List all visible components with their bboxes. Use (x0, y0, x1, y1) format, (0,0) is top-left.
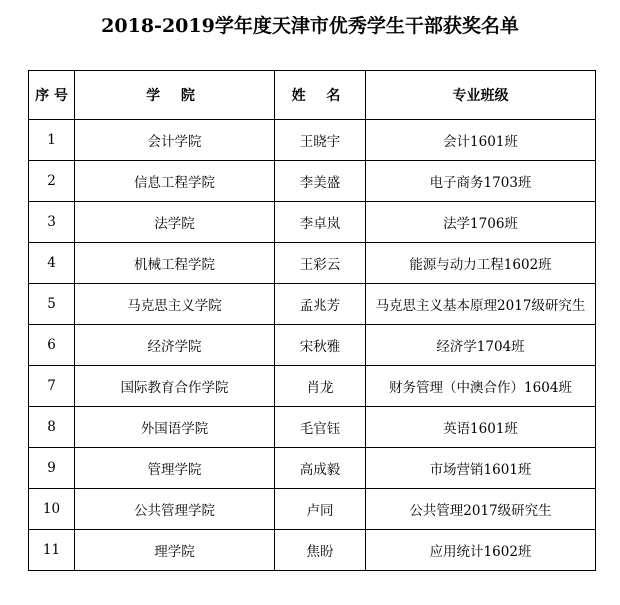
cell-name: 王彩云 (275, 243, 366, 284)
cell-school: 外国语学院 (75, 407, 275, 448)
table-row (29, 202, 596, 243)
cell-name: 卢同 (275, 489, 366, 530)
cell-index: 6 (29, 325, 75, 366)
cell-index: 2 (29, 161, 75, 202)
cell-major: 公共管理2017级研究生 (366, 489, 596, 530)
cell-major: 英语1601班 (366, 407, 596, 448)
cell-index: 4 (29, 243, 75, 284)
cell-index: 3 (29, 202, 75, 243)
table-row (29, 489, 596, 530)
cell-index: 10 (29, 489, 75, 530)
table-row (29, 407, 596, 448)
cell-major: 法学1706班 (366, 202, 596, 243)
cell-school: 会计学院 (75, 120, 275, 161)
header-major: 专业班级 (366, 71, 596, 120)
table-row (29, 448, 596, 489)
table-row (29, 243, 596, 284)
page-title: 2018-2019学年度天津市优秀学生干部获奖名单 (101, 15, 519, 37)
cell-school: 管理学院 (75, 448, 275, 489)
cell-index: 11 (29, 530, 75, 571)
table-row (29, 325, 596, 366)
cell-major: 应用统计1602班 (366, 530, 596, 571)
cell-major: 会计1601班 (366, 120, 596, 161)
cell-major: 财务管理（中澳合作）1604班 (366, 366, 596, 407)
cell-index: 1 (29, 120, 75, 161)
cell-name: 高成毅 (275, 448, 366, 489)
award-roster-table (28, 70, 596, 571)
cell-name: 毛官钰 (275, 407, 366, 448)
cell-name: 焦盼 (275, 530, 366, 571)
cell-school: 机械工程学院 (75, 243, 275, 284)
cell-index: 7 (29, 366, 75, 407)
cell-major: 电子商务1703班 (366, 161, 596, 202)
table-row (29, 284, 596, 325)
cell-school: 马克思主义学院 (75, 284, 275, 325)
cell-name: 李卓岚 (275, 202, 366, 243)
cell-name: 宋秋雅 (275, 325, 366, 366)
header-name: 姓 名 (275, 71, 366, 120)
cell-major: 马克思主义基本原理2017级研究生 (366, 284, 596, 325)
table-row (29, 120, 596, 161)
cell-name: 肖龙 (275, 366, 366, 407)
cell-index: 5 (29, 284, 75, 325)
cell-school: 信息工程学院 (75, 161, 275, 202)
table-header-row (29, 71, 596, 120)
cell-major: 能源与动力工程1602班 (366, 243, 596, 284)
table-row (29, 366, 596, 407)
cell-index: 9 (29, 448, 75, 489)
cell-name: 李美盛 (275, 161, 366, 202)
cell-name: 王晓宇 (275, 120, 366, 161)
cell-school: 公共管理学院 (75, 489, 275, 530)
cell-school: 理学院 (75, 530, 275, 571)
header-school: 学 院 (75, 71, 275, 120)
header-index: 序 号 (29, 71, 75, 120)
cell-index: 8 (29, 407, 75, 448)
cell-name: 孟兆芳 (275, 284, 366, 325)
cell-major: 经济学1704班 (366, 325, 596, 366)
cell-school: 经济学院 (75, 325, 275, 366)
table-row (29, 530, 596, 571)
cell-major: 市场营销1601班 (366, 448, 596, 489)
cell-school: 国际教育合作学院 (75, 366, 275, 407)
cell-school: 法学院 (75, 202, 275, 243)
table-row (29, 161, 596, 202)
